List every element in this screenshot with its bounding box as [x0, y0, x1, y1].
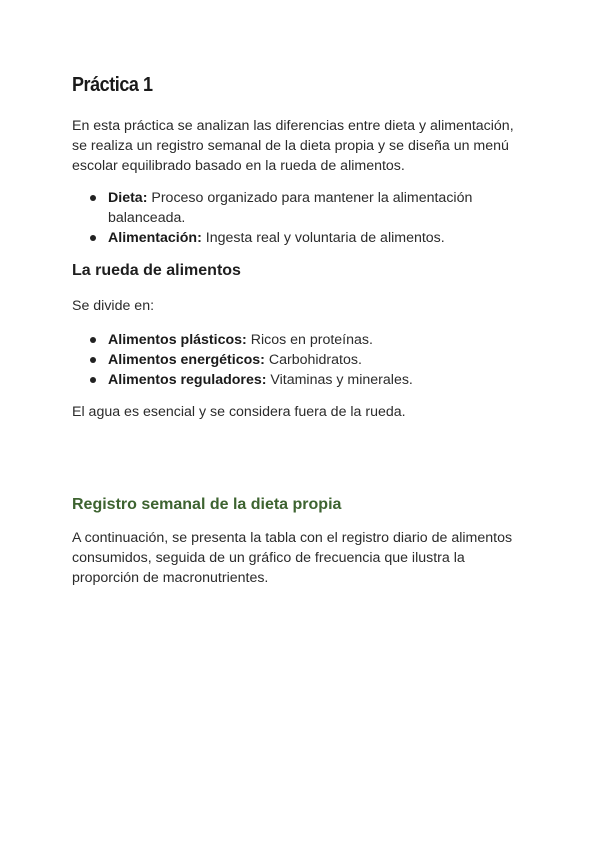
- intro-paragraph: En esta práctica se analizan las diferencias entre dieta y alimentación, se realiza un registro semanal de la dieta propia y se diseña un menú escolar equilibrado basado en la rueda de alimentos.: [72, 118, 514, 174]
- wheel-text: Carbohidratos.: [264, 352, 362, 368]
- definition-text: Ingesta real y voluntaria de alimentos.: [201, 230, 445, 246]
- definitions-list: [72, 188, 526, 248]
- definition-term: Alimentación:: [108, 230, 202, 246]
- list-item: [90, 370, 526, 390]
- wheel-intro: Se divide en:: [72, 298, 155, 314]
- section-heading-wheel: La rueda de alimentos: [72, 262, 241, 279]
- bullet-icon: [90, 357, 96, 363]
- wheel-term: Alimentos energéticos:: [108, 352, 265, 368]
- water-note: El agua es esencial y se considera fuera de la rueda.: [72, 404, 406, 420]
- wheel-text: Ricos en proteínas.: [246, 332, 373, 348]
- section-heading-register: Registro semanal de la dieta propia: [72, 496, 342, 513]
- register-paragraph: A continuación, se presenta la tabla con el registro diario de alimentos consumidos, seguida de un gráfico de frecuencia que ilustra la proporción de macronutrientes.: [72, 530, 513, 586]
- wheel-text: Vitaminas y minerales.: [266, 372, 413, 388]
- bullet-icon: [90, 377, 96, 383]
- bullet-icon: [90, 235, 96, 241]
- definition-term: Dieta:: [108, 190, 148, 206]
- definition-text: Proceso organizado para mantener la alimentación balanceada.: [108, 190, 473, 226]
- list-item: [90, 228, 526, 248]
- wheel-list: [72, 330, 526, 390]
- bullet-icon: [90, 195, 96, 201]
- page-title: Práctica 1: [72, 74, 153, 96]
- list-item: [90, 188, 526, 228]
- list-item: [90, 350, 526, 370]
- list-item: [90, 330, 526, 350]
- bullet-icon: [90, 337, 96, 343]
- wheel-term: Alimentos reguladores:: [108, 372, 267, 388]
- wheel-term: Alimentos plásticos:: [108, 332, 247, 348]
